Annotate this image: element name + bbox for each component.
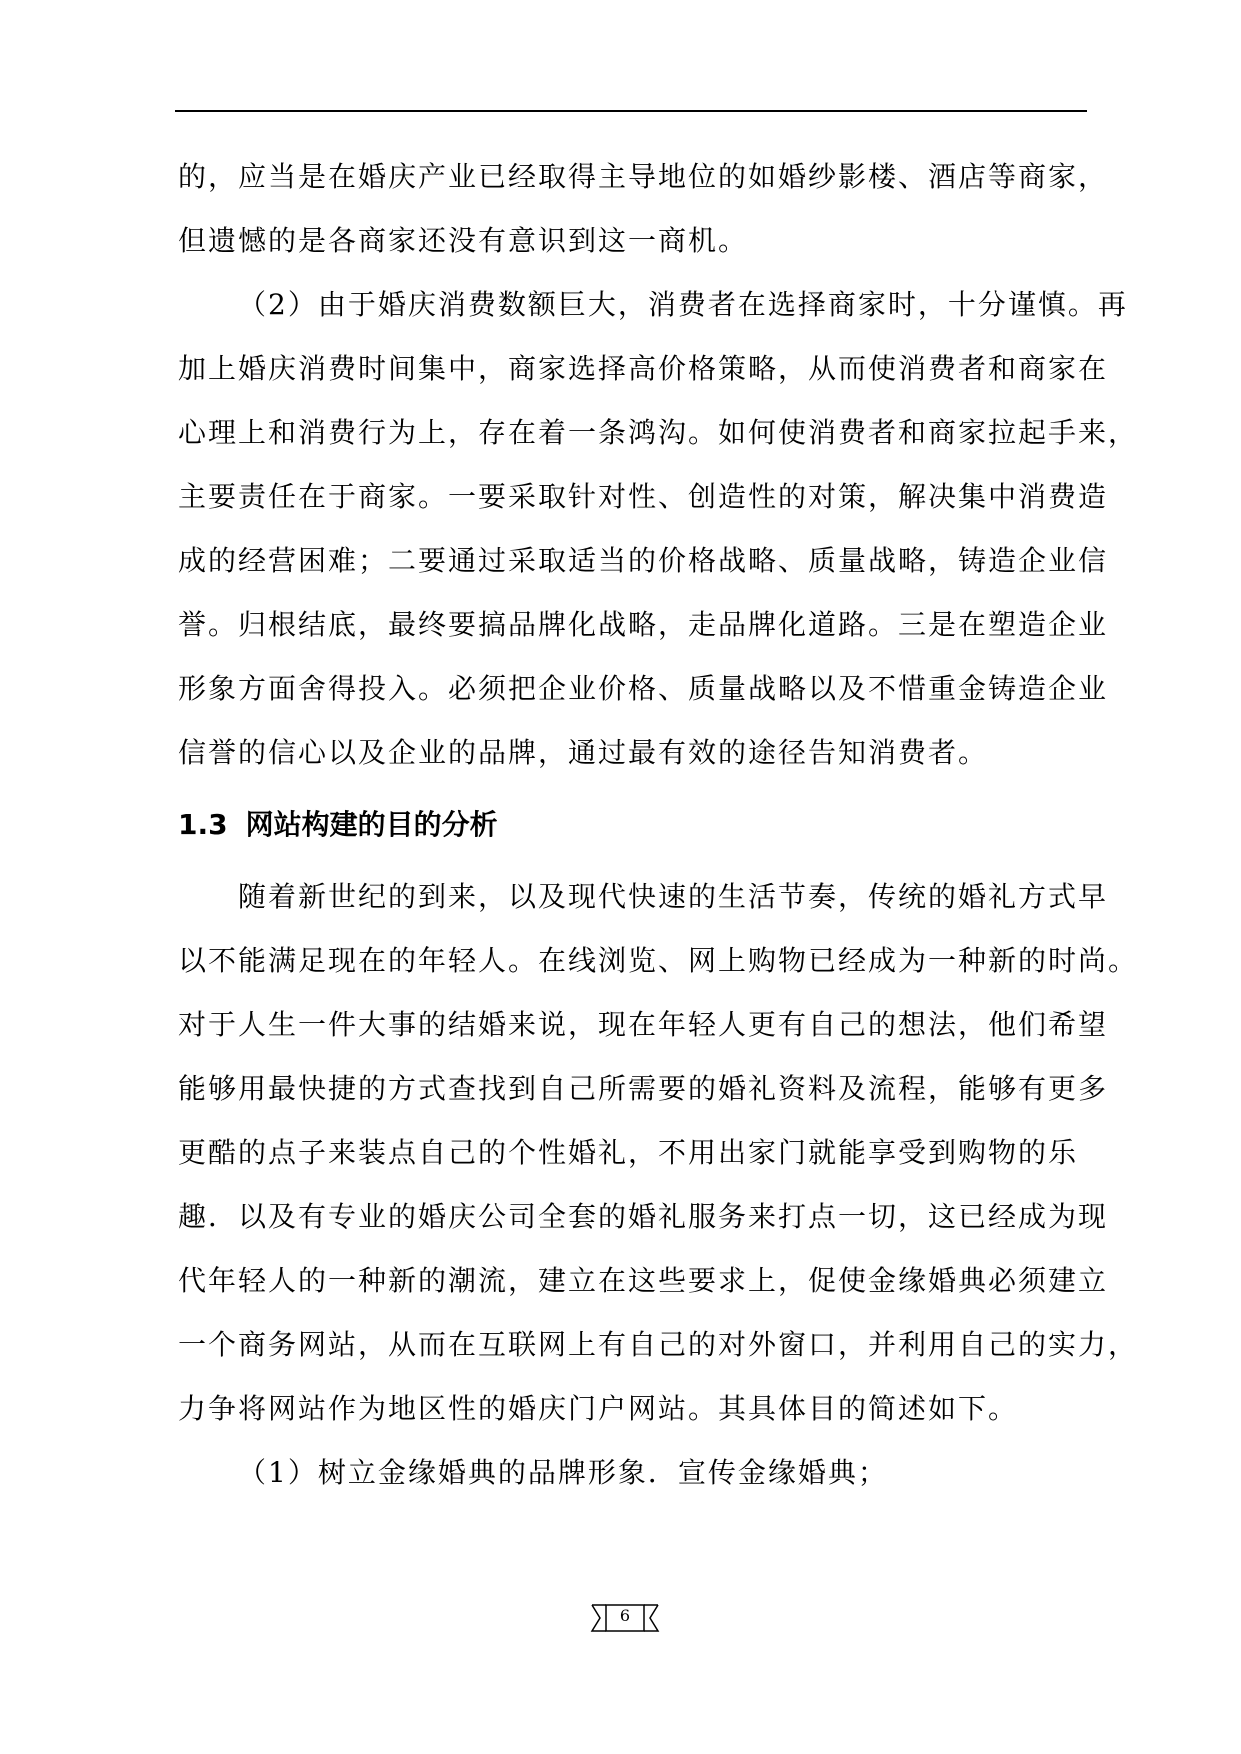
text-line: 以不能满足现在的年轻人。在线浏览、网上购物已经成为一种新的时尚。 bbox=[178, 944, 1139, 977]
text-line: （2）由于婚庆消费数额巨大，消费者在选择商家时，十分谨慎。再 bbox=[238, 288, 1128, 321]
text-line: 形象方面舍得投入。必须把企业价格、质量战略以及不惜重金铸造企业 bbox=[178, 672, 1109, 705]
text-line: 的，应当是在婚庆产业已经取得主导地位的如婚纱影楼、酒店等商家， bbox=[178, 160, 1109, 193]
text-line: 信誉的信心以及企业的品牌，通过最有效的途径告知消费者。 bbox=[178, 736, 989, 769]
section-heading bbox=[178, 793, 1090, 857]
text-line: 一个商务网站，从而在互联网上有自己的对外窗口，并利用自己的实力， bbox=[178, 1328, 1139, 1361]
text-line: 成的经营困难；二要通过采取适当的价格战略、质量战略，铸造企业信 bbox=[178, 544, 1109, 577]
page-number-text: 6 bbox=[619, 1606, 631, 1625]
text-line: 力争将网站作为地区性的婚庆门户网站。其具体目的简述如下。 bbox=[178, 1392, 1019, 1425]
section-number: 1.3 bbox=[178, 808, 228, 841]
text-line: （1）树立金缘婚典的品牌形象．宣传金缘婚典； bbox=[238, 1456, 888, 1489]
text-line: 对于人生一件大事的结婚来说，现在年轻人更有自己的想法，他们希望 bbox=[178, 1008, 1109, 1041]
text-line: 随着新世纪的到来，以及现代快速的生活节奏，传统的婚礼方式早 bbox=[238, 880, 1109, 913]
paragraph-3 bbox=[178, 865, 1139, 1441]
text-line: 但遗憾的是各商家还没有意识到这一商机。 bbox=[178, 224, 749, 257]
text-line: 心理上和消费行为上，存在着一条鸿沟。如何使消费者和商家拉起手来， bbox=[178, 416, 1139, 449]
page-number bbox=[590, 1603, 660, 1633]
text-line: 趣．以及有专业的婚庆公司全套的婚礼服务来打点一切，这已经成为现 bbox=[178, 1200, 1109, 1233]
text-line: 能够用最快捷的方式查找到自己所需要的婚礼资料及流程，能够有更多 bbox=[178, 1072, 1109, 1105]
header-rule bbox=[175, 110, 1087, 112]
paragraph-1 bbox=[178, 145, 1109, 273]
text-line: 誉。归根结底，最终要搞品牌化战略，走品牌化道路。三是在塑造企业 bbox=[178, 608, 1109, 641]
paragraph-4 bbox=[178, 1441, 1090, 1505]
text-line: 代年轻人的一种新的潮流，建立在这些要求上，促使金缘婚典必须建立 bbox=[178, 1264, 1109, 1297]
page-body bbox=[178, 145, 1139, 1505]
paragraph-2 bbox=[178, 273, 1139, 785]
section-title: 网站构建的目的分析 bbox=[245, 808, 498, 841]
text-line: 主要责任在于商家。一要采取针对性、创造性的对策，解决集中消费造 bbox=[178, 480, 1109, 513]
text-line: 加上婚庆消费时间集中，商家选择高价格策略，从而使消费者和商家在 bbox=[178, 352, 1109, 385]
text-line: 更酷的点子来装点自己的个性婚礼，不用出家门就能享受到购物的乐 bbox=[178, 1136, 1079, 1169]
